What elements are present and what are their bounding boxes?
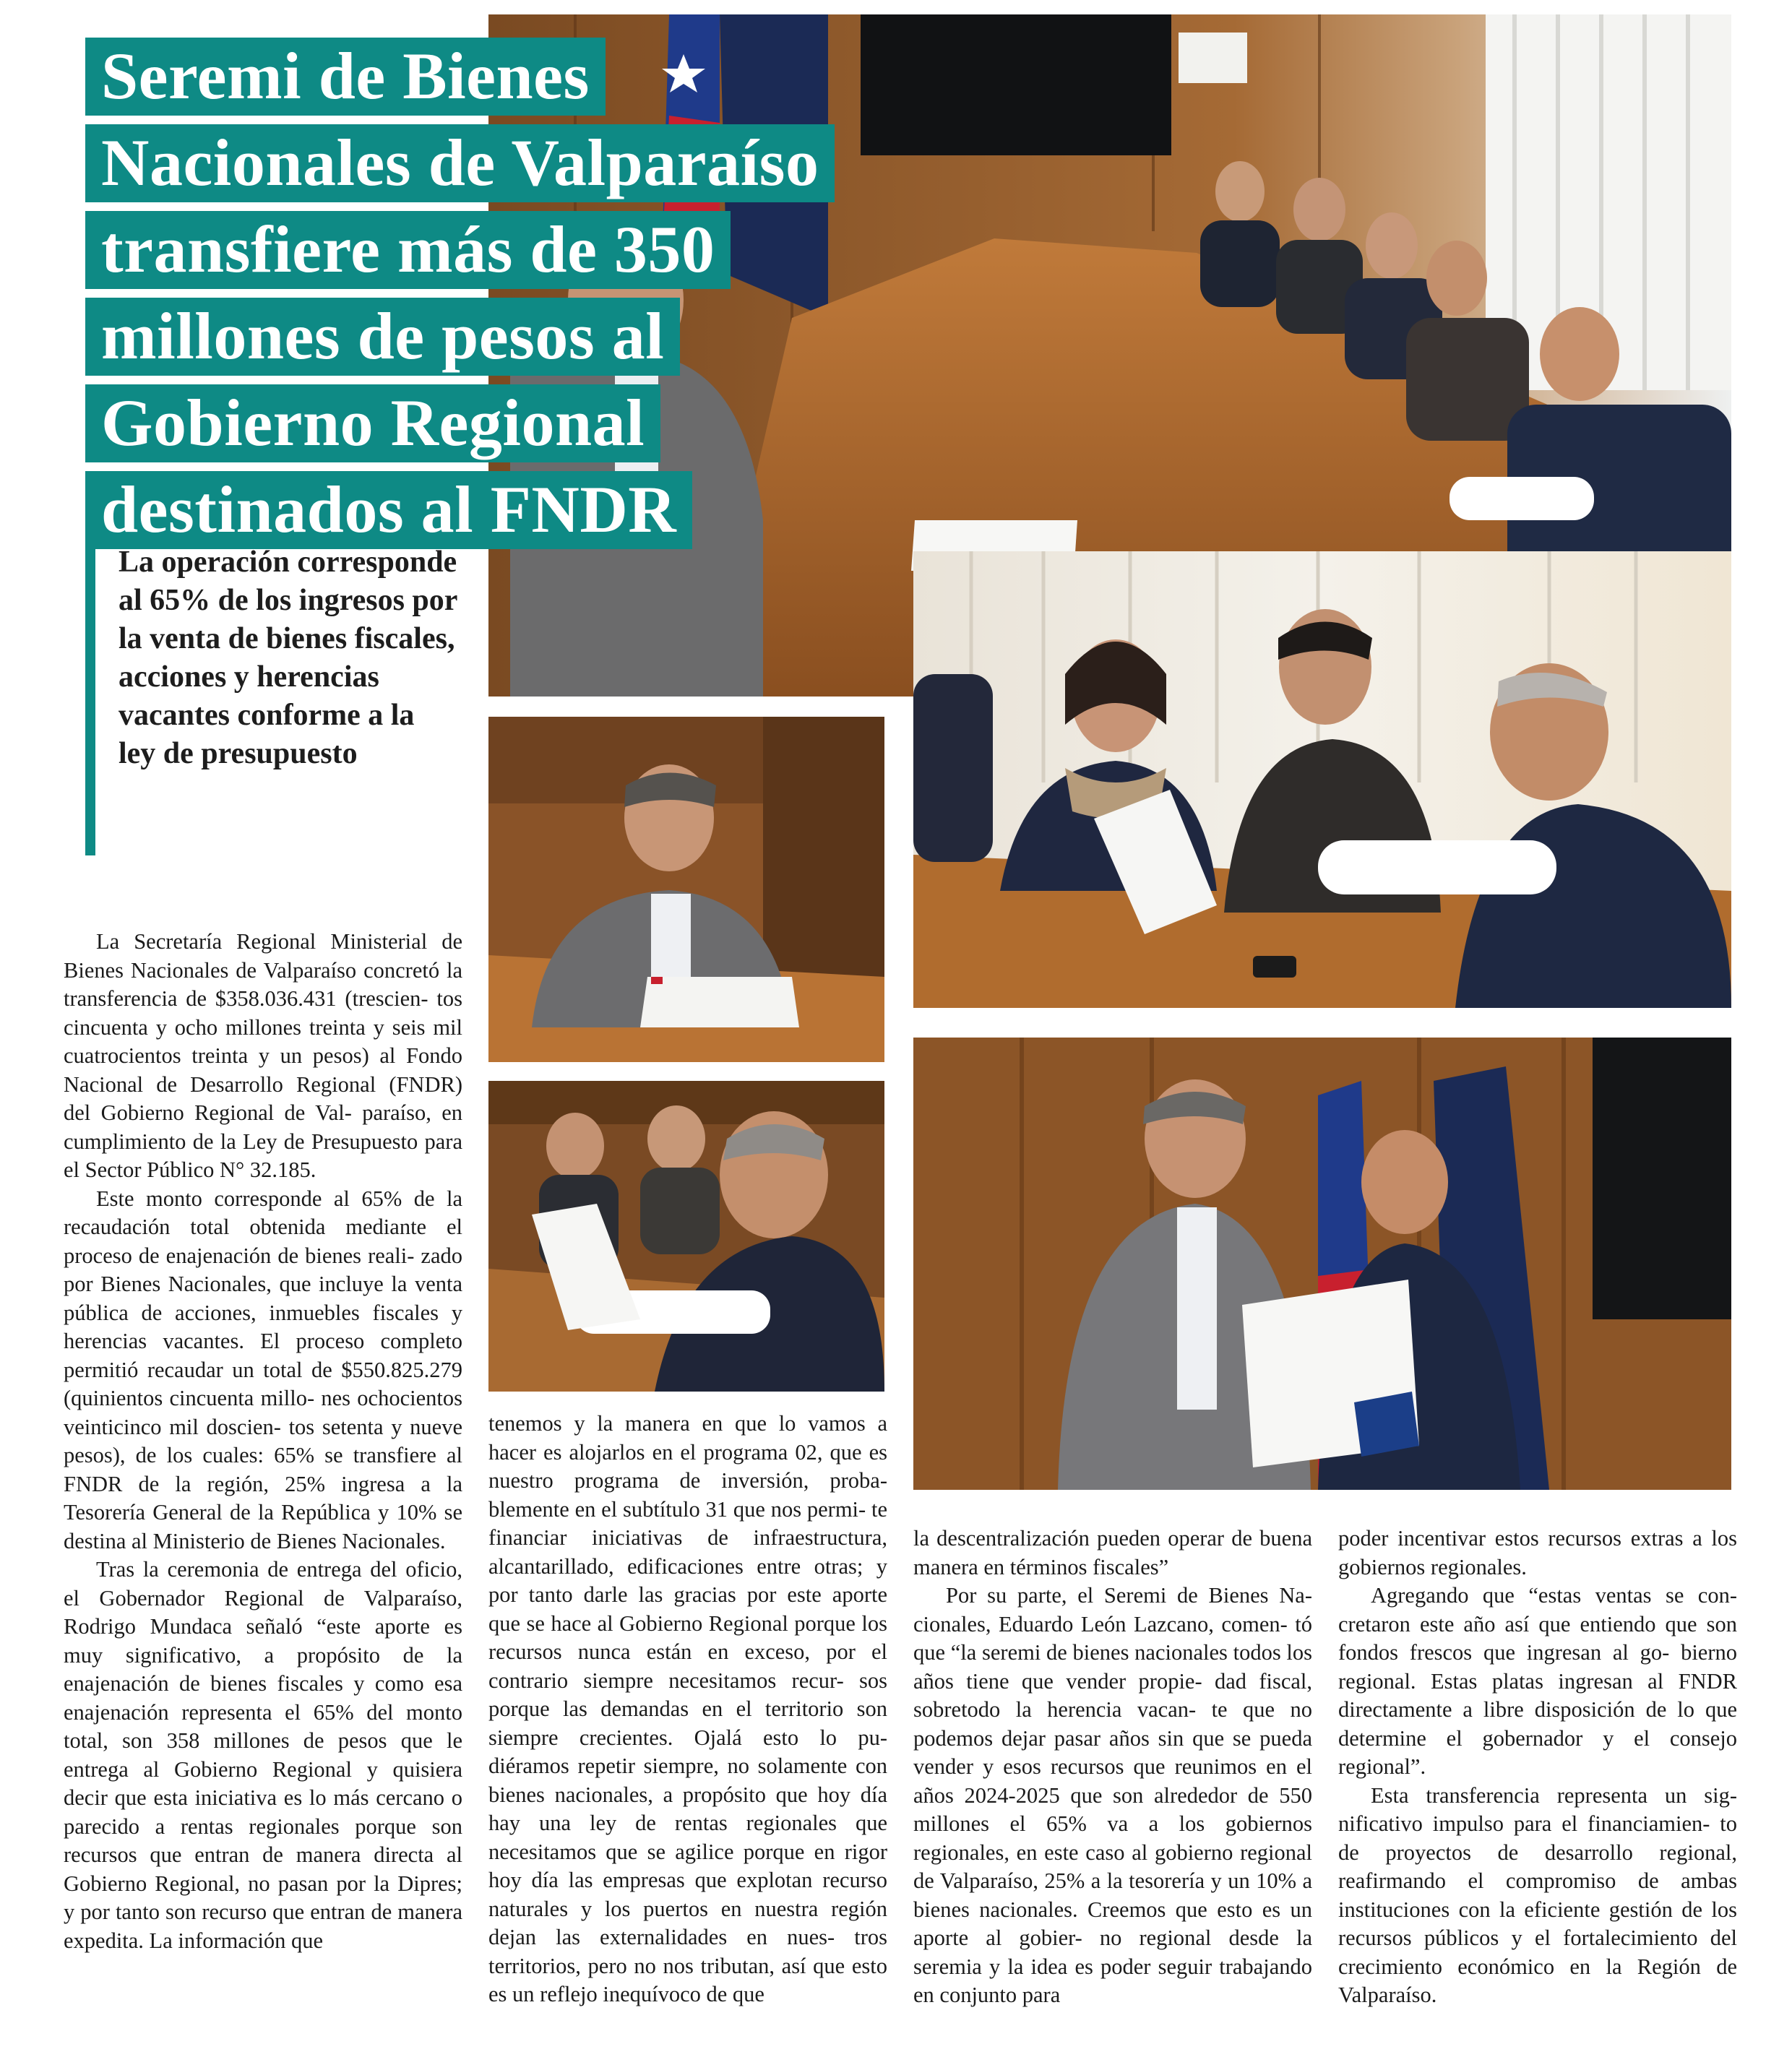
photo-seremi-portrait: [488, 717, 884, 1062]
article-paragraph: Por su parte, el Seremi de Bienes Na- cionales, Eduardo León Lazcano, comen- tó que “la seremi de bienes nacionales todos los años tiene que vender propie- dad fiscal, sobretodo la herencia vacan- te que no podemos dejar pasar años sin que se pueda vender y esos recursos que reunimos en el años 2024-2025 que son alrededor de 550 millones el 65% va a los gobiernos regionales, en este caso al gobierno regional de Valparaíso, 25% a la tesorería y un 10% a bienes nacionales. Creemos que esto es un aporte al gobier- no regional desde la seremia y la idea es poder seguir trabajando en conjunto para: [913, 1583, 1312, 2007]
headline-line: millones de pesos al: [85, 298, 680, 376]
article-paragraph: Agregando que “estas ventas se con- cretaron este año así que entiendo que son fondos frescos que ingresan al go- bierno regional. Estas platas ingresan al FNDR directamente a libre disposición de lo que determine el gobernador y el consejo regional”.: [1338, 1583, 1737, 1779]
photo-officials-table: [913, 551, 1731, 1008]
headline-line: Seremi de Bienes: [85, 38, 606, 116]
headline-line: transfiere más de 350: [85, 211, 731, 289]
photo-governor-reading: [488, 1081, 884, 1392]
article-column-4: [1338, 1525, 1737, 2010]
article-paragraph: La Secretaría Regional Ministerial de Bienes Nacionales de Valparaíso concretó la transferencia de $358.036.431 (trescien- tos cincuenta y ocho millones treinta y seis mil cuatrocientos treinta y un pesos) al Fondo Nacional de Desarrollo Regional (FNDR) del Gobierno Regional de Val- paraíso, en cumplimiento de la Ley de Presupuesto para el Sector Público N° 32.185.: [64, 929, 462, 1182]
article-paragraph: Tras la ceremonia de entrega del oficio, el Gobernador Regional de Valparaíso, Rodrigo Mundaca señaló “este aporte es muy significativo, a propósito de la enajenación de bienes fiscales y como esa enajenación representa el 65% del monto total, son 358 millones de pesos que le entrega al Gobierno Regional y quisiera decir que esta iniciativa es lo más cercano o parecido a rentas regionales porque son recursos que entran de manera directa al Gobierno Regional, no pasan por la Dipres; y por tanto son recurso que entran de manera expedita. La información que: [64, 1557, 462, 1953]
lead-block: [85, 543, 457, 855]
article-column-1: [64, 928, 462, 1955]
lead-text: La operación corresponde al 65% de los ingresos por la venta de bienes fiscales, acciones y herencias vacantes conforme a la ley de presupuesto: [119, 545, 457, 770]
article-column-2: [488, 1410, 887, 2009]
headline-line: Nacionales de Valparaíso: [85, 124, 835, 202]
article-paragraph: tenemos y la manera en que lo vamos a hacer es alojarlos en el programa 02, que es nuestro programa de inversión, proba- blemente en el subtítulo 31 que nos permi- te financiar iniciativas de infraestructura, alcantarillado, edificaciones entre otras; y por tanto darle las gracias por este aporte que se hace al Gobierno Regional porque los recursos nunca están en exceso, por el contrario siempre necesitamos recur- sos porque las demandas en el territorio son siempre crecientes. Ojalá esto lo pu- diéramos repetir siempre, no solamente con bienes nacionales, a propósito que hoy día hay una ley de rentas regionales que necesitamos que se agilice porque en rigor hoy día las empresas que explotan recurso naturales y los puertos en nuestra región dejan las externalidades en nues- tros territorios, pero no nos tributan, así que esto es un reflejo inequívoco de que: [488, 1411, 887, 2006]
article-paragraph: Esta transferencia representa un sig- nificativo impulso para el financiamien- to de proyectos de desarrollo regional, reafirmando el compromiso de ambas instituciones con la eficiente gestión de los recursos públicos y el fortalecimiento del crecimiento económico en la Región de Valparaíso.: [1338, 1782, 1737, 2007]
headline-line: destinados al FNDR: [85, 471, 692, 549]
article-paragraph: poder incentivar estos recursos extras a los gobiernos regionales.: [1338, 1526, 1737, 1579]
headline: [85, 38, 866, 558]
headline-line: Gobierno Regional: [85, 384, 660, 462]
article-paragraph: la descentralización pueden operar de buena manera en términos fiscales”: [913, 1526, 1312, 1579]
lead-accent-bar: [85, 543, 95, 855]
article-paragraph: Este monto corresponde al 65% de la recaudación total obtenida mediante el proceso de enajenación de bienes reali- zado por Bienes Nacionales, que incluye la venta pública de acciones, inmuebles fiscales y herencias vacantes. El proceso completo permitió recaudar un total de $550.825.279 (quinientos cincuenta millo- nes ochocientos veinticinco mil doscien- tos setenta y nueve pesos), de los cuales: 65% se transfiere al FNDR de la región, 25% ingresa a la Tesorería General de la República y 10% se destina al Ministerio de Bienes Nacionales.: [64, 1186, 462, 1553]
article-column-3: [913, 1525, 1312, 2010]
photo-document-handover: [913, 1038, 1731, 1490]
